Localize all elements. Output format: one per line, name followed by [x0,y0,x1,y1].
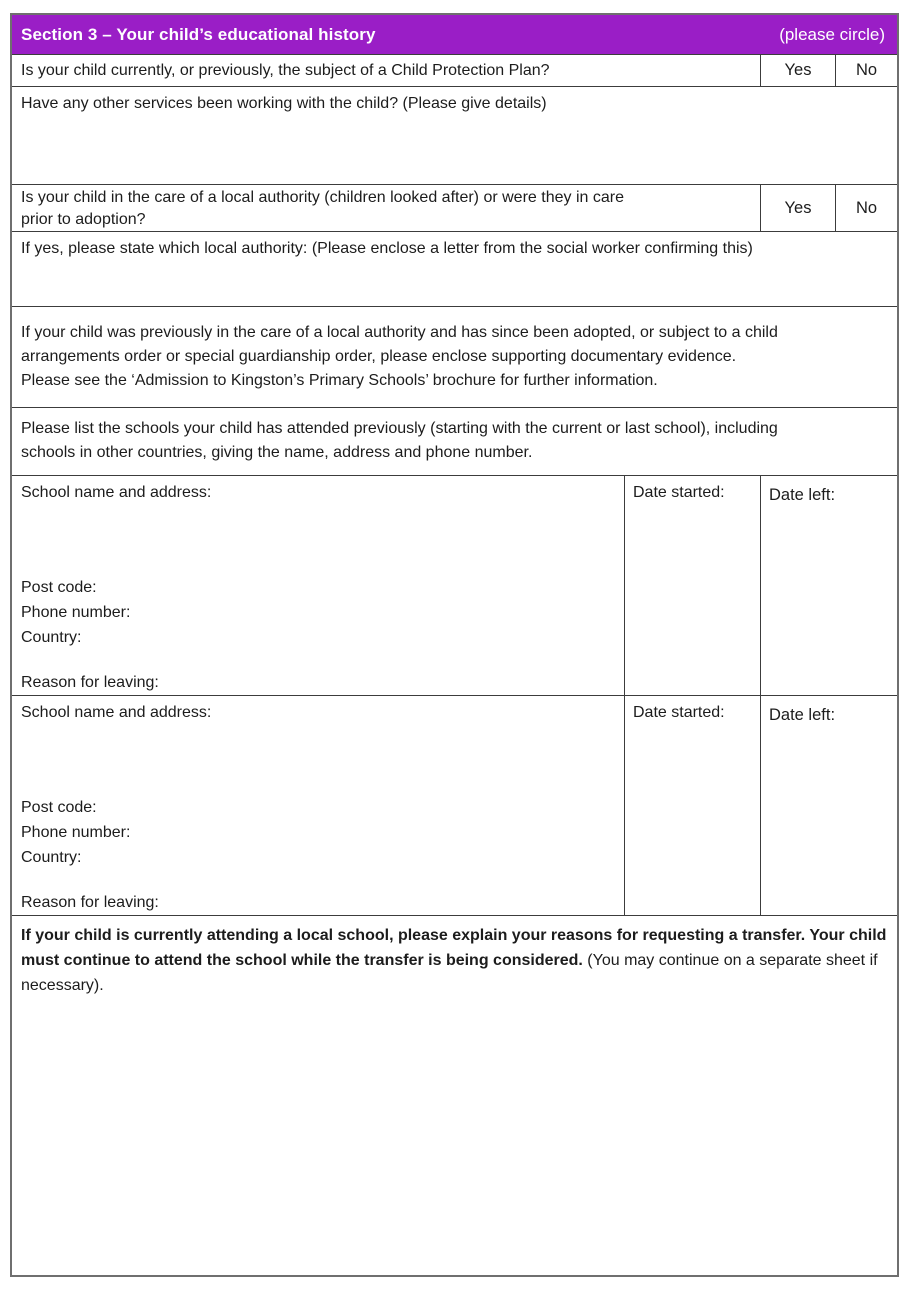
transfer-instruction-note: (You may continue on a separate sheet if necessary). [21,952,878,994]
date-started-label: Date started: [633,704,725,721]
school-details-write-area[interactable] [21,650,615,670]
school-name-address-write-area[interactable] [21,505,615,575]
question-other-services: Have any other services been working with the child? (Please give details) [21,95,547,112]
section3-form [10,13,899,1277]
date-left-label: Date left: [769,706,836,724]
question-local-authority-care: Is your child in the care of a local authority (children looked after) or were they in care prior to adoption? [21,189,624,228]
school-entry-1 [12,476,897,696]
transfer-instruction [21,923,888,998]
other-services-write-area[interactable] [21,116,888,184]
transfer-instruction-bold: If your child is currently attending a local school, please explain your reasons for requesting a transfer. Your child must continue to attend the school while the transfer is being considered. [21,927,887,969]
school-name-address-label: School name and address: [21,484,212,501]
school-name-address-label: School name and address: [21,704,212,721]
row-which-authority [12,232,897,307]
adoption-note-text: If your child was previously in the care of a local authority and has since been adopted, or subject to a child [21,324,778,341]
school-name-address-write-area[interactable] [21,725,615,795]
date-started-write-area[interactable] [633,504,756,695]
section-title: Section 3 – Your child’s educational history [21,24,376,44]
date-left-cell [760,476,897,695]
phone-number-label: Phone number: [21,824,131,841]
country-label: Country: [21,629,82,646]
country-label: Country: [21,849,82,866]
protection-plan-yes-option[interactable]: Yes [760,55,835,86]
row-adoption-note: If your child was previously in the care of a local authority and has since been adopted, or subject to a child arrangements order or special guardianship order, please enclose supporting documentary evidence. Please see the ‘Admission to Kingston’s Primary Schools’ brochure for further information. [12,307,897,408]
date-left-cell [760,696,897,915]
date-left-label: Date left: [769,486,836,504]
date-left-write-area[interactable] [769,726,893,915]
school-details-write-area[interactable] [21,870,615,890]
date-started-cell [624,476,760,695]
which-authority-write-area[interactable] [21,261,888,306]
reason-for-leaving-label: Reason for leaving: [21,674,159,691]
date-started-label: Date started: [633,484,725,501]
phone-number-label: Phone number: [21,604,131,621]
post-code-label: Post code: [21,579,97,596]
date-started-write-area[interactable] [633,724,756,915]
transfer-reasons-write-area[interactable] [21,998,888,1258]
please-circle-note: (please circle) [779,24,885,44]
row-transfer-reasons [12,916,897,1275]
protection-plan-no-option[interactable]: No [835,55,897,86]
care-no-option[interactable]: No [835,185,897,231]
date-left-write-area[interactable] [769,506,893,695]
section-header [12,15,897,55]
post-code-label: Post code: [21,799,97,816]
reason-for-leaving-label: Reason for leaving: [21,894,159,911]
school-entry-2 [12,696,897,916]
list-schools-instruction: Please list the schools your child has attended previously (starting with the current or last school), including [21,420,778,437]
question-protection-plan: Is your child currently, or previously, the subject of a Child Protection Plan? [21,61,550,79]
row-other-services [12,87,897,185]
question-which-authority: If yes, please state which local authority: (Please enclose a letter from the social worker confirming this) [21,240,753,257]
row-local-authority-care [12,185,897,232]
date-started-cell [624,696,760,915]
care-yes-option[interactable]: Yes [760,185,835,231]
row-protection-plan [12,55,897,87]
row-list-schools-instruction: Please list the schools your child has attended previously (starting with the current or last school), including schools in other countries, giving the name, address and phone number. [12,408,897,476]
